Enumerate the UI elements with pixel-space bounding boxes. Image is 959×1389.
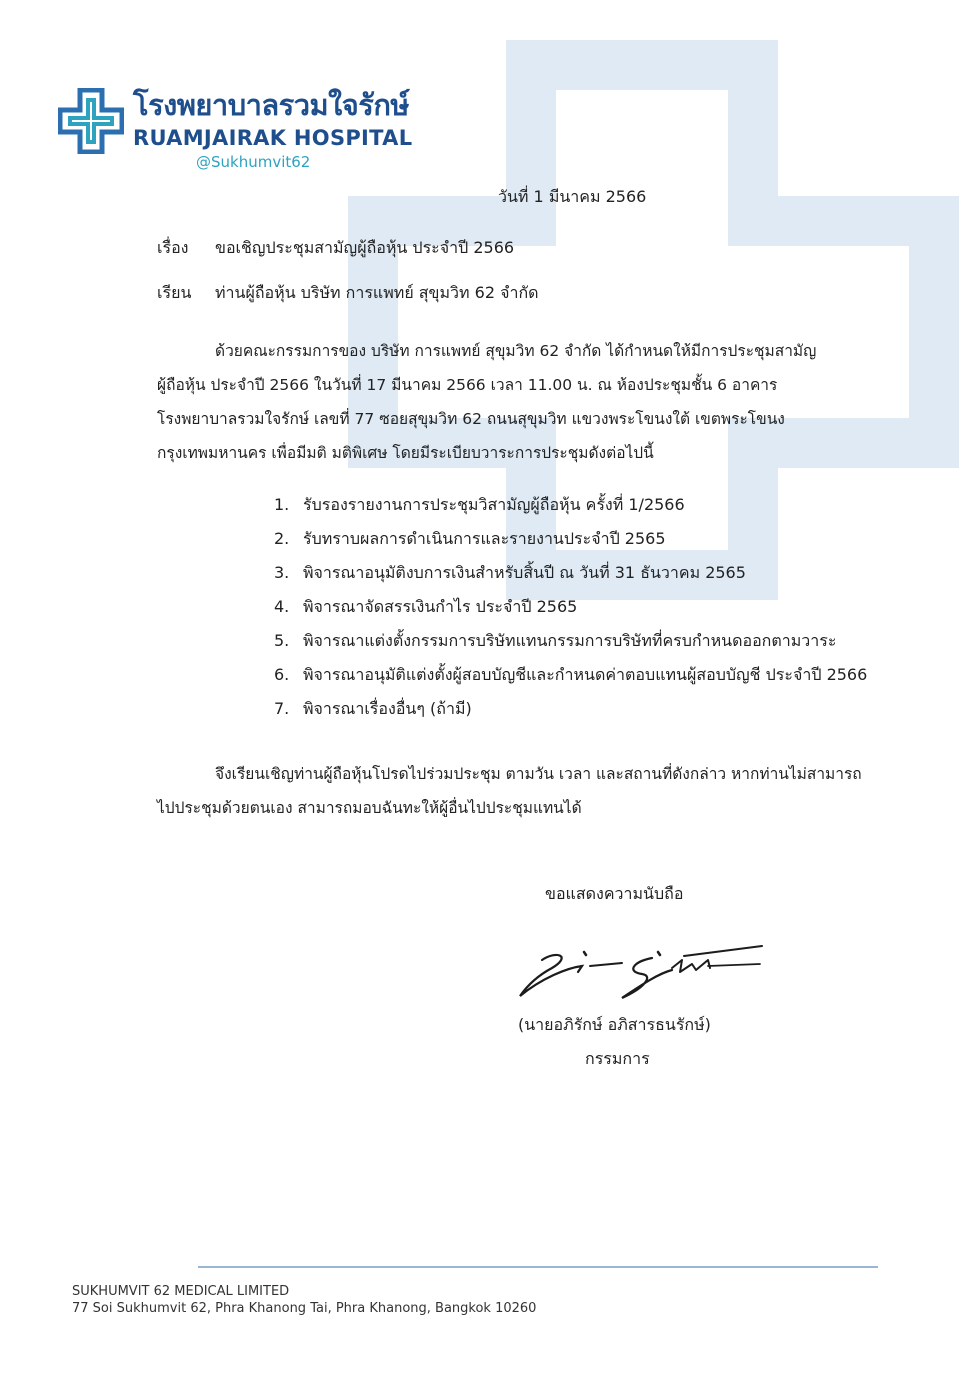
letter-date: วันที่ 1 มีนาคม 2566 bbox=[498, 187, 647, 206]
agenda-number: 5. bbox=[274, 631, 290, 650]
footer-divider bbox=[198, 1266, 878, 1268]
closing-line: จึงเรียนเชิญท่านผู้ถือหุ้นโปรดไปร่วมประชุม ตามวัน เวลา และสถานที่ดังกล่าว หากท่านไม่สามารถ bbox=[215, 765, 862, 783]
agenda-number: 2. bbox=[274, 529, 290, 548]
subject-text: ขอเชิญประชุมสามัญผู้ถือหุ้น ประจำปี 2566 bbox=[215, 238, 515, 257]
agenda-number: 4. bbox=[274, 597, 290, 616]
agenda-item: รับทราบผลการดำเนินการและรายงานประจำปี 2565 bbox=[303, 529, 666, 548]
signature-mark bbox=[512, 938, 772, 1004]
closing-line: ไปประชุมด้วยตนเอง สามารถมอบฉันทะให้ผู้อื่นไปประชุมแทนได้ bbox=[157, 799, 582, 817]
hospital-cross-logo-icon bbox=[58, 88, 124, 154]
agenda-item: รับรองรายงานการประชุมวิสามัญผู้ถือหุ้น ครั้งที่ 1/2566 bbox=[303, 495, 685, 514]
body-line: ผู้ถือหุ้น ประจำปี 2566 ในวันที่ 17 มีนาคม 2566 เวลา 11.00 น. ณ ห้องประชุมชั้น 6 อาคาร bbox=[157, 376, 778, 394]
body-line: ด้วยคณะกรรมการของ บริษัท การแพทย์ สุขุมวิท 62 จำกัด ได้กำหนดให้มีการประชุมสามัญ bbox=[215, 342, 817, 360]
agenda-number: 3. bbox=[274, 563, 290, 582]
body-line: กรุงเทพมหานคร เพื่อมีมติ มติพิเศษ โดยมีระเบียบวาระการประชุมดังต่อไปนี้ bbox=[157, 444, 654, 462]
hospital-name-english: RUAMJAIRAK HOSPITAL bbox=[133, 126, 413, 150]
subject-label: เรื่อง bbox=[157, 238, 189, 257]
footer-company: SUKHUMVIT 62 MEDICAL LIMITED bbox=[72, 1284, 290, 1299]
agenda-item: พิจารณาอนุมัติงบการเงินสำหรับสิ้นปี ณ วันที่ 31 ธันวาคม 2565 bbox=[303, 563, 746, 582]
recipient-text: ท่านผู้ถือหุ้น บริษัท การแพทย์ สุขุมวิท 62 จำกัด bbox=[215, 283, 539, 302]
agenda-number: 7. bbox=[274, 699, 290, 718]
signer-title: กรรมการ bbox=[585, 1049, 650, 1068]
body-line: โรงพยาบาลรวมใจรักษ์ เลขที่ 77 ซอยสุขุมวิท 62 ถนนสุขุมวิท แขวงพระโขนงใต้ เขตพระโขนง bbox=[157, 410, 785, 428]
agenda-item: พิจารณาเรื่องอื่นๆ (ถ้ามี) bbox=[303, 699, 472, 718]
closing-regards: ขอแสดงความนับถือ bbox=[545, 884, 684, 903]
agenda-item: พิจารณาอนุมัติแต่งตั้งผู้สอบบัญชีและกำหนดค่าตอบแทนผู้สอบบัญชี ประจำปี 2566 bbox=[303, 665, 868, 684]
footer-address: 77 Soi Sukhumvit 62, Phra Khanong Tai, Phra Khanong, Bangkok 10260 bbox=[72, 1301, 537, 1316]
agenda-number: 6. bbox=[274, 665, 290, 684]
agenda-item: พิจารณาจัดสรรเงินกำไร ประจำปี 2565 bbox=[303, 597, 578, 616]
signer-name: (นายอภิรักษ์ อภิสารธนรักษ์) bbox=[518, 1015, 711, 1034]
hospital-name-thai: โรงพยาบาลรวมใจรักษ์ bbox=[133, 88, 410, 122]
agenda-number: 1. bbox=[274, 495, 290, 514]
recipient-label: เรียน bbox=[157, 283, 192, 302]
agenda-item: พิจารณาแต่งตั้งกรรมการบริษัทแทนกรรมการบริษัทที่ครบกำหนดออกตามวาระ bbox=[303, 631, 837, 650]
hospital-branch: @Sukhumvit62 bbox=[196, 153, 311, 171]
